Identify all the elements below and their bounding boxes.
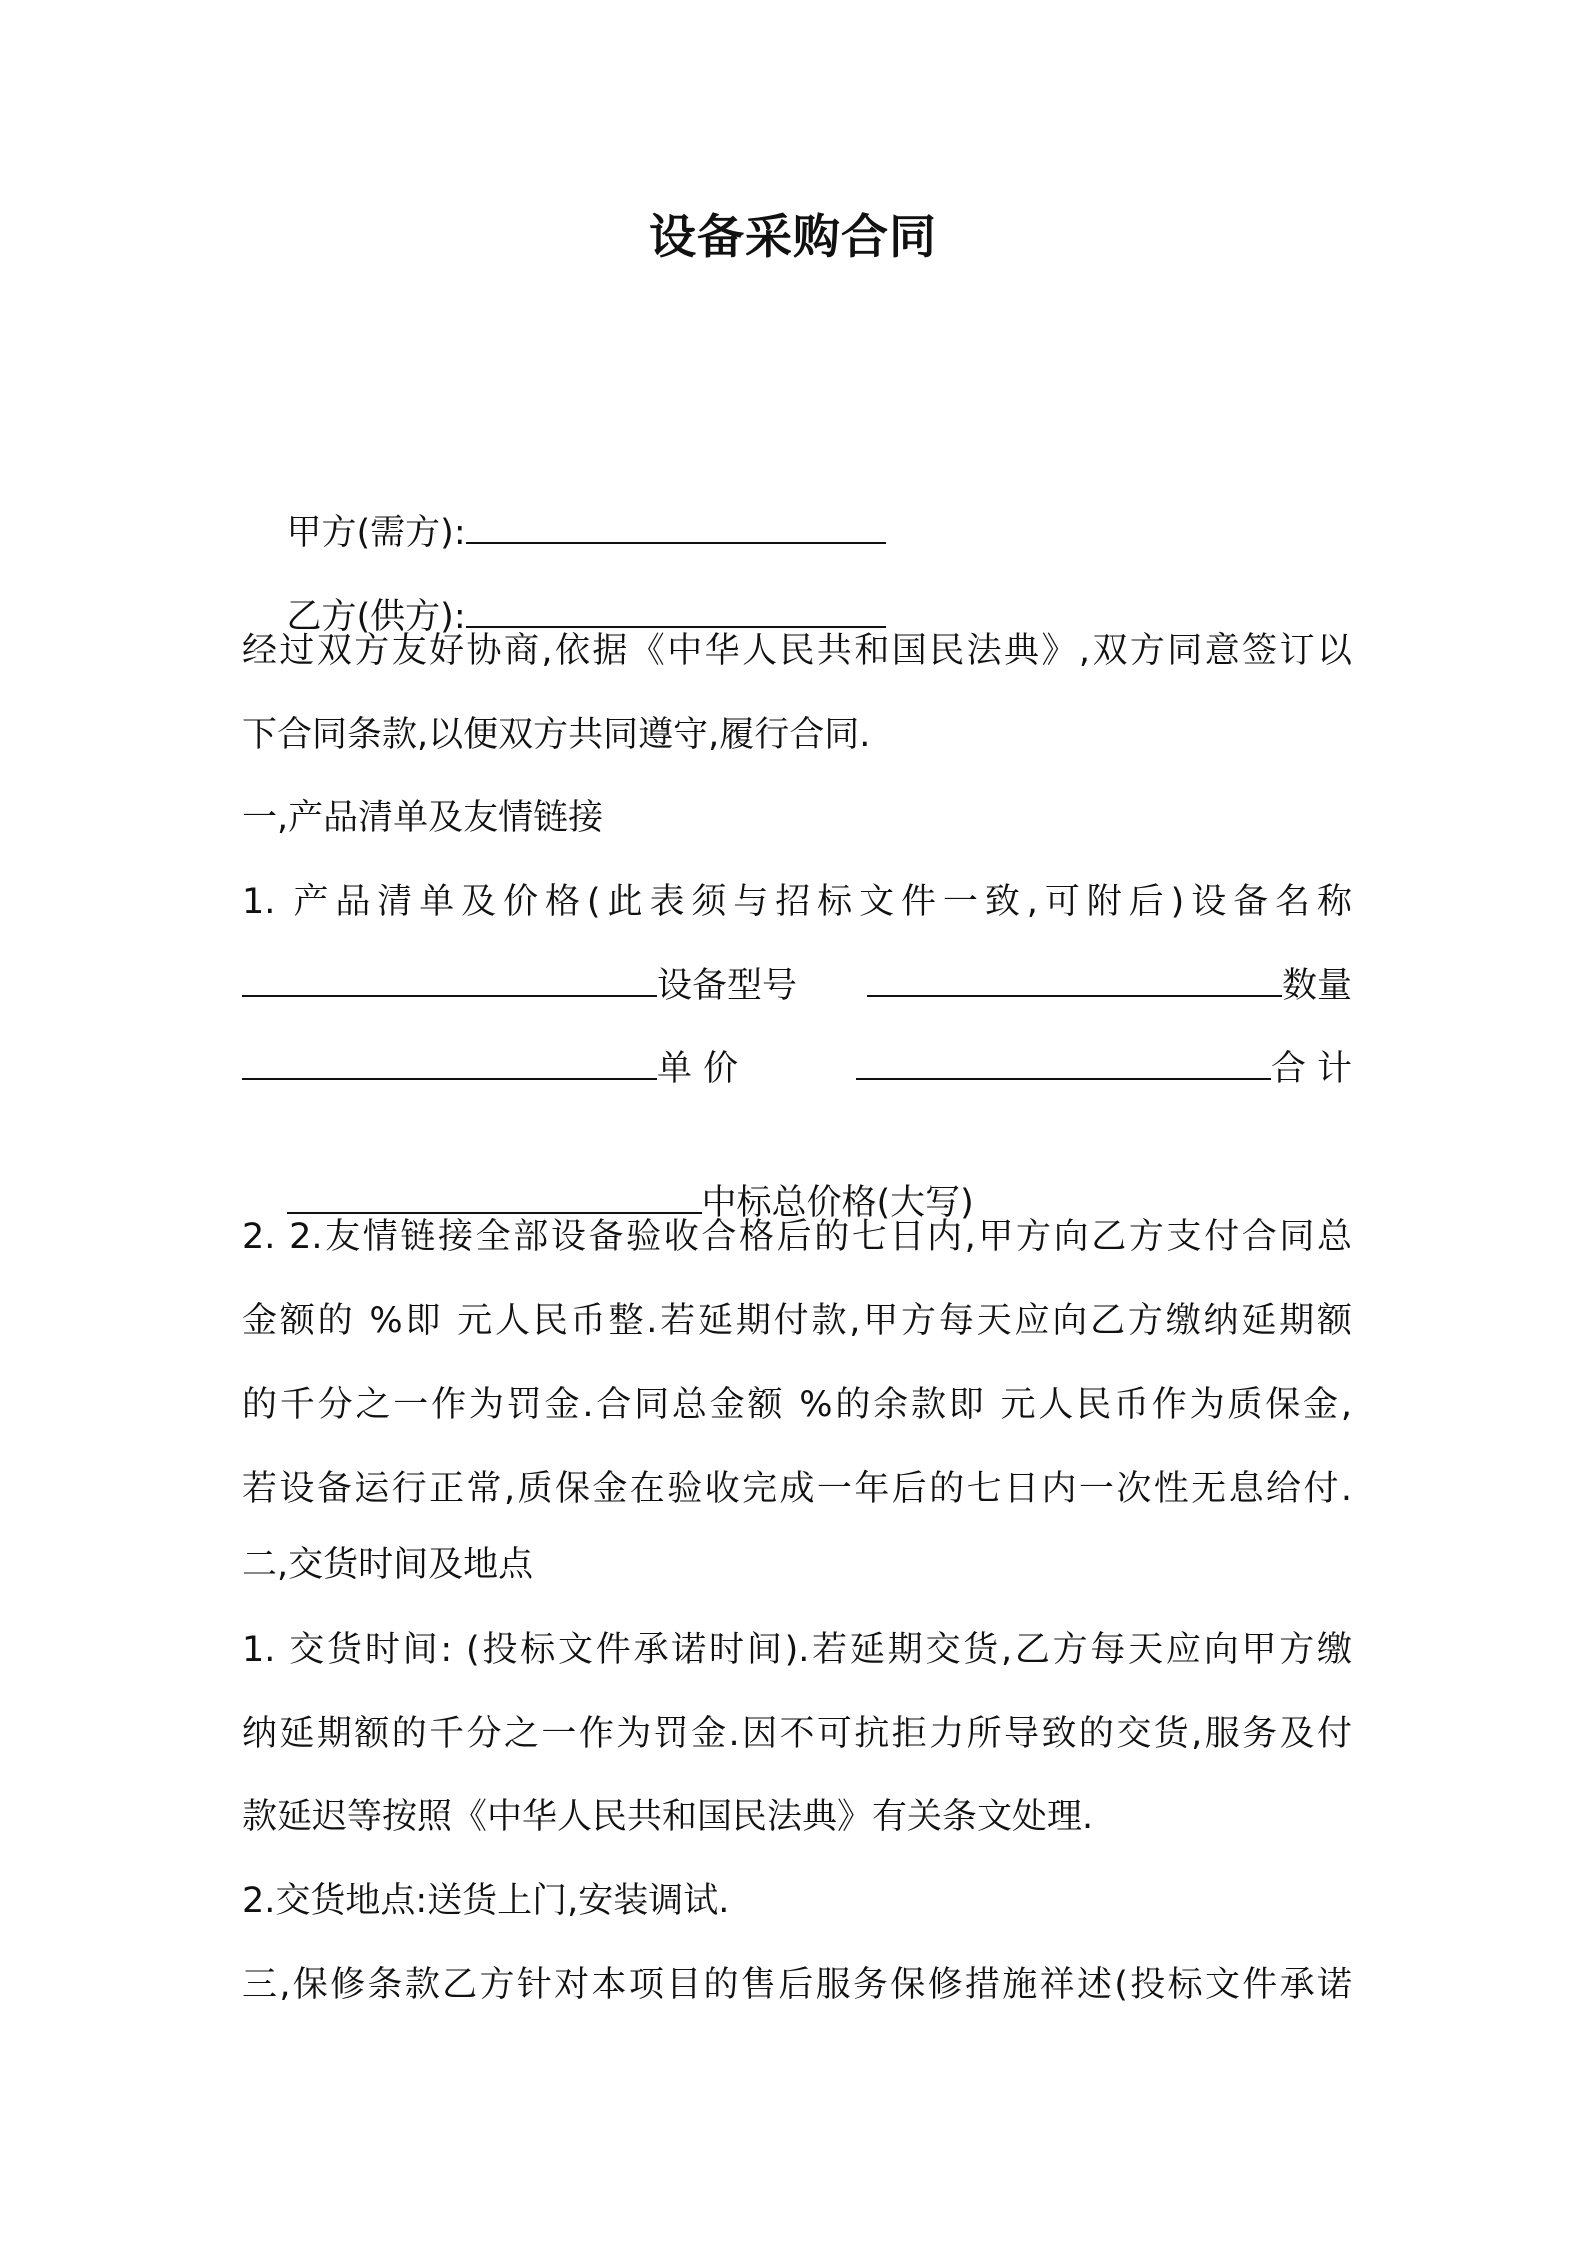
total-blank — [287, 1182, 702, 1214]
document-title: 设备采购合同 — [649, 210, 937, 265]
item-2-line-2: 金额的 %即 元人民币整.若延期付款,甲方每天应向乙方缴纳延期额 — [242, 1301, 1352, 1341]
field-unit-price-label: 单 价 — [657, 1049, 739, 1089]
item-1-line: 1. 产品清单及价格(此表须与招标文件一致,可附后)设备名称 — [242, 882, 1352, 922]
unit-price-total-line — [242, 1044, 1352, 1094]
delivery-line-1: 1. 交货时间: (投标文件承诺时间).若延期交货,乙方每天应向甲方缴 — [242, 1630, 1352, 1670]
intro-line-1: 经过双方友好协商,依据《中华人民共和国民法典》,双方同意签订以 — [242, 631, 1352, 671]
unit-price-blank — [856, 1048, 1271, 1080]
item-2-line-1: 2. 2.友情链接全部设备验收合格后的七日内,甲方向乙方支付合同总 — [242, 1217, 1352, 1257]
field-quantity-label: 数量 — [1281, 966, 1352, 1006]
field-model-label: 设备型号 — [657, 966, 798, 1006]
item-2-line-3: 的千分之一作为罚金.合同总金额 %的余款即 元人民币作为质保金, — [242, 1385, 1352, 1425]
field-total-label: 合 计 — [1270, 1049, 1352, 1089]
section-2-heading: 二,交货时间及地点 — [242, 1545, 534, 1585]
equipment-model-quantity-line — [242, 961, 1352, 1011]
item-2-line-4: 若设备运行正常,质保金在验收完成一年后的七日内一次性无息给付. — [242, 1469, 1352, 1509]
party-b-label: 乙方(供方): — [286, 597, 466, 637]
field-total-price-label: 中标总价格(大写) — [701, 1183, 974, 1223]
party-a-blank — [466, 512, 886, 544]
party-b-blank — [466, 596, 886, 628]
delivery-line-3: 款延迟等按照《中华人民共和国民法典》有关条文处理. — [242, 1797, 1094, 1837]
party-a-label: 甲方(需方): — [286, 513, 466, 553]
delivery-line-2: 纳延期额的千分之一作为罚金.因不可抗拒力所导致的交货,服务及付 — [242, 1714, 1352, 1754]
equipment-model-blank — [867, 965, 1282, 997]
intro-line-2: 下合同条款,以便双方共同遵守,履行合同. — [242, 715, 871, 755]
section-1-heading: 一,产品清单及友情链接 — [242, 798, 604, 838]
quantity-blank — [242, 1048, 657, 1080]
section-3-line: 三,保修条款乙方针对本项目的售后服务保修措施祥述(投标文件承诺 — [242, 1965, 1352, 2005]
equipment-name-blank — [242, 965, 657, 997]
delivery-place-line: 2.交货地点:送货上门,安装调试. — [242, 1881, 730, 1921]
